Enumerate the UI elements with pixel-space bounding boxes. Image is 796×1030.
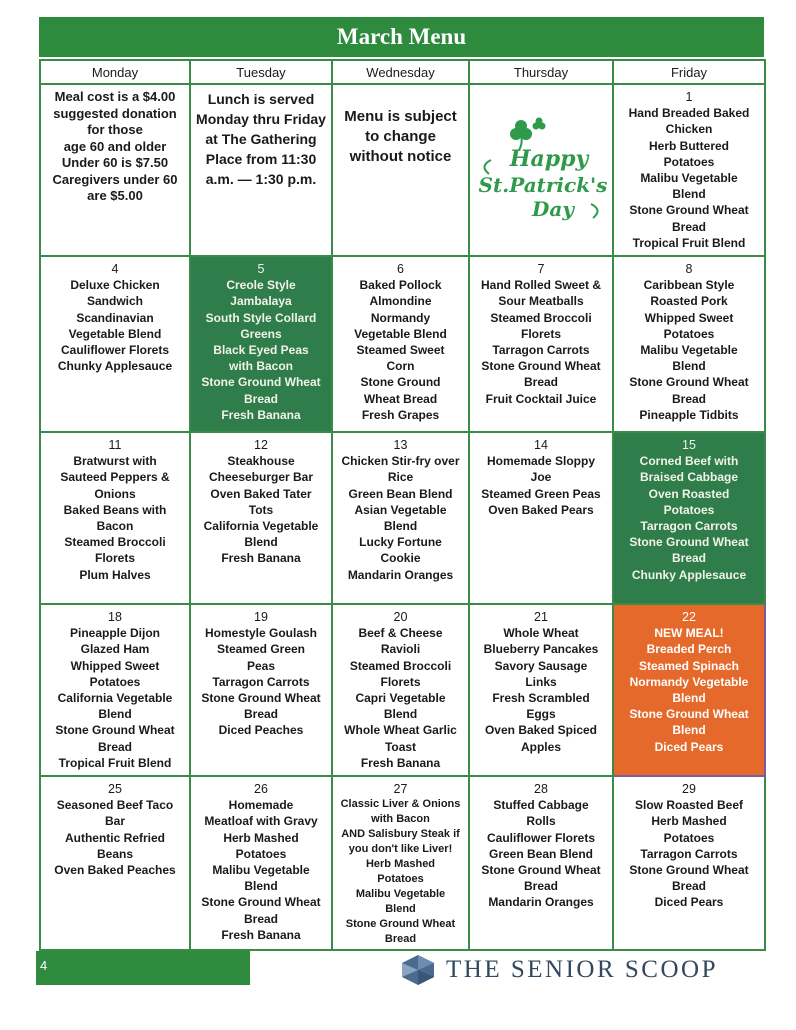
weekday-thursday: Thursday	[469, 60, 613, 84]
day-cell-22	[613, 604, 765, 776]
menu-line: Meal cost is a $4.00	[54, 89, 176, 104]
menu-line: Blend	[672, 723, 706, 738]
weekday-header-row	[40, 60, 765, 84]
menu-line: Lunch is served	[207, 91, 315, 107]
menu-line: Fresh Grapes	[361, 407, 440, 422]
menu-line: Sauteed Peppers &	[60, 470, 170, 485]
menu-line: Wheat Bread	[363, 391, 438, 406]
menu-line: Monday thru Friday	[196, 111, 326, 127]
menu-line: Oven Baked Tater	[210, 486, 312, 501]
menu-line: Tropical Fruit Blend	[58, 755, 172, 770]
menu-notice-text	[336, 107, 465, 167]
day-number: 8	[685, 262, 693, 276]
menu-line: Place from 11:30	[205, 151, 317, 167]
page-number: 4	[40, 958, 48, 973]
menu-line: Malibu Vegetable	[640, 343, 738, 358]
menu-line: Capri Vegetable	[355, 691, 446, 706]
menu-line: Mandarin Oranges	[488, 895, 594, 910]
menu-line: Florets	[94, 551, 135, 566]
menu-line: Fresh Banana	[360, 755, 441, 770]
day-cell-25	[40, 776, 190, 950]
menu-line: California Vegetable	[203, 519, 319, 534]
menu-line: Stone Ground Wheat	[201, 895, 321, 910]
day-menu-items	[194, 797, 328, 943]
day-cell-13	[332, 432, 469, 604]
week-row-2	[40, 256, 765, 432]
menu-line: Cauliflower Florets	[486, 830, 596, 845]
day-menu-items	[617, 453, 761, 583]
weekday-friday: Friday	[613, 60, 765, 84]
day-cell-6	[332, 256, 469, 432]
menu-line: Stone Ground Wheat	[629, 375, 749, 390]
day-menu-items	[44, 453, 186, 583]
menu-line: Scandinavian	[76, 310, 154, 325]
menu-line: Sandwich	[86, 294, 143, 309]
menu-line: Tarragon Carrots	[212, 674, 310, 689]
day-number: 11	[108, 438, 122, 452]
day-number: 20	[393, 610, 408, 624]
menu-notice-info	[332, 84, 469, 256]
menu-line: Bread	[671, 879, 706, 894]
menu-line: Potatoes	[89, 674, 141, 689]
day-cell-11	[40, 432, 190, 604]
menu-line: are $5.00	[87, 188, 143, 203]
menu-line: Apples	[520, 739, 561, 754]
day-number: 12	[254, 438, 268, 452]
menu-line: with Bacon	[371, 813, 430, 826]
day-cell-4	[40, 256, 190, 432]
day-number: 29	[682, 782, 696, 796]
menu-line: Meatloaf with Gravy	[204, 814, 318, 829]
menu-line: Normandy	[370, 310, 431, 325]
day-menu-items	[44, 277, 186, 374]
day-number: 26	[254, 782, 268, 796]
day-number: 19	[254, 610, 268, 624]
menu-line: suggested donation	[53, 105, 177, 121]
menu-line: Corned Beef with	[639, 454, 739, 469]
st-patricks-graphic	[469, 84, 613, 256]
menu-line: California Vegetable	[57, 691, 173, 706]
menu-line: Roasted Pork	[650, 294, 728, 309]
menu-line: Potatoes	[663, 830, 715, 845]
day-menu-items	[473, 625, 609, 755]
day-menu-items	[617, 277, 761, 423]
menu-line: Potatoes	[377, 873, 424, 886]
day-number: 1	[685, 90, 693, 104]
lunch-hours-info	[190, 84, 332, 256]
menu-line: Chunky Applesauce	[57, 359, 173, 374]
menu-line: Bread	[97, 739, 132, 754]
menu-line: Green Bean Blend	[348, 486, 453, 501]
menu-line: Potatoes	[235, 846, 287, 861]
menu-line: Tarragon Carrots	[640, 519, 738, 534]
menu-line: Stone Ground Wheat	[629, 707, 749, 722]
menu-line: Potatoes	[663, 154, 715, 169]
menu-line: NEW MEAL!	[654, 626, 724, 641]
menu-line: Tots	[248, 502, 274, 517]
menu-line: Normandy Vegetable	[629, 674, 749, 689]
menu-line: without notice	[349, 148, 452, 165]
menu-line: Malibu Vegetable	[640, 171, 738, 186]
menu-line: Vegetable Blend	[354, 326, 447, 341]
greeting-line-1: Happy	[509, 145, 589, 172]
day-cell-19	[190, 604, 332, 776]
menu-line: Steamed Broccoli	[64, 535, 166, 550]
week-row-3	[40, 432, 765, 604]
day-number: 15	[682, 438, 696, 452]
menu-line: Steamed Spinach	[638, 658, 740, 673]
day-number: 27	[393, 782, 408, 796]
menu-line: Eggs	[526, 707, 556, 722]
menu-line: Classic Liver & Onions	[340, 798, 461, 811]
menu-line: Bread	[523, 375, 558, 390]
day-number: 13	[393, 438, 408, 452]
day-number: 14	[534, 438, 548, 452]
menu-line: Fresh Scrambled	[492, 691, 590, 706]
menu-line: Bread	[523, 879, 558, 894]
day-cell-27	[332, 776, 469, 950]
menu-line: Herb Mashed	[365, 858, 436, 871]
menu-line: Potatoes	[663, 502, 715, 517]
day-number: 7	[537, 262, 545, 276]
menu-line: Stone Ground Wheat	[201, 691, 321, 706]
day-menu-items	[194, 625, 328, 738]
menu-line: Cheeseburger Bar	[208, 470, 314, 485]
day-menu-items	[194, 277, 328, 423]
weekday-tuesday: Tuesday	[190, 60, 332, 84]
menu-line: Tarragon Carrots	[492, 343, 590, 358]
page-number-bar	[36, 951, 250, 985]
menu-line: Toast	[384, 739, 417, 754]
day-menu-items	[617, 797, 761, 910]
day-number: 21	[534, 610, 548, 624]
menu-line: Blend	[383, 707, 418, 722]
day-number: 22	[682, 610, 696, 624]
menu-line: Cauliflower Florets	[60, 343, 170, 358]
menu-line: Florets	[520, 326, 561, 341]
menu-line: Braised Cabbage	[639, 470, 739, 485]
menu-line: Hand Breaded Baked	[628, 106, 750, 121]
menu-line: Whipped Sweet	[70, 658, 160, 673]
menu-line: Stone Ground Wheat	[201, 375, 321, 390]
menu-line: Plum Halves	[79, 567, 151, 582]
menu-line: age 60 and older	[63, 138, 167, 154]
menu-line: Stone Ground Wheat	[481, 863, 601, 878]
menu-line: Black Eyed Peas	[213, 343, 309, 358]
menu-line: Caregivers under 60	[52, 171, 178, 187]
day-number: 4	[111, 262, 119, 276]
day-menu-items	[617, 105, 761, 251]
menu-line: Almondine	[369, 294, 432, 309]
lunch-hours-text	[194, 89, 328, 189]
menu-line: Florets	[380, 674, 421, 689]
menu-line: Whole Wheat	[503, 626, 579, 641]
menu-line: a.m. — 1:30 p.m.	[205, 171, 317, 187]
day-cell-29	[613, 776, 765, 950]
menu-line: Stone Ground Wheat	[629, 863, 749, 878]
menu-line: South Style Collard	[205, 310, 317, 325]
day-cell-18	[40, 604, 190, 776]
meal-cost-info	[40, 84, 190, 256]
hexagon-logo-icon	[398, 954, 438, 986]
menu-line: Stone Ground Wheat	[55, 723, 175, 738]
menu-line: Baked Pollock	[359, 278, 442, 293]
menu-line: Jambalaya	[230, 294, 292, 309]
greeting-line-2: St.Patrick's	[478, 172, 608, 197]
menu-line: Herb Mashed	[651, 814, 727, 829]
day-cell-15	[613, 432, 765, 604]
menu-line: Herb Mashed	[223, 830, 299, 845]
menu-line: Diced Peaches	[218, 723, 304, 738]
menu-line: Fresh Banana	[221, 551, 301, 566]
menu-line: Asian Vegetable	[354, 502, 447, 517]
day-number: 28	[534, 782, 548, 796]
day-cell-14	[469, 432, 613, 604]
menu-line: Chicken Stir-fry over	[341, 454, 460, 469]
menu-line: Blend	[98, 707, 132, 722]
menu-line: Malibu Vegetable	[355, 888, 446, 901]
menu-line: for those	[87, 122, 143, 137]
menu-line: Blend	[244, 879, 278, 894]
weekday-wednesday: Wednesday	[332, 60, 469, 84]
menu-line: Bread	[243, 391, 278, 406]
menu-line: you don't like Liver!	[348, 843, 453, 856]
day-menu-items	[473, 453, 609, 518]
menu-line: Bread	[671, 551, 706, 566]
menu-calendar	[39, 59, 766, 951]
menu-line: Pineapple Dijon	[69, 626, 160, 641]
menu-line: to change	[365, 128, 436, 145]
week-row-4	[40, 604, 765, 776]
menu-line: Greens	[240, 326, 282, 341]
menu-line: Blend	[672, 691, 706, 706]
day-cell-5	[190, 256, 332, 432]
day-menu-items	[617, 625, 761, 755]
menu-line: Stone Ground Wheat	[629, 535, 749, 550]
menu-line: Bread	[671, 391, 706, 406]
menu-line: Oven Baked Peaches	[54, 863, 176, 878]
menu-line: Stone Ground Wheat	[345, 918, 456, 931]
menu-line: Oven Baked Spiced	[484, 723, 598, 738]
menu-line: Rice	[387, 470, 414, 485]
day-cell-20	[332, 604, 469, 776]
publication-brand	[398, 953, 718, 987]
menu-line: Joe	[530, 470, 552, 485]
menu-line: Steamed Broccoli	[490, 310, 592, 325]
day-menu-items	[336, 453, 465, 583]
menu-line: Homemade Sloppy	[486, 454, 596, 469]
menu-line: Corn	[386, 359, 415, 374]
menu-line: Diced Pears	[654, 895, 724, 910]
menu-line: Bread	[671, 219, 706, 234]
week-row-5	[40, 776, 765, 950]
menu-line: Lucky Fortune	[359, 535, 442, 550]
day-cell-28	[469, 776, 613, 950]
menu-line: AND Salisbury Steak if	[341, 828, 460, 841]
menu-line: Bar	[104, 814, 125, 829]
day-cell-21	[469, 604, 613, 776]
day-menu-items	[44, 797, 186, 878]
menu-line: Savory Sausage	[494, 658, 588, 673]
menu-line: Stone Ground	[360, 375, 441, 390]
day-number: 25	[108, 782, 122, 796]
menu-line: Steamed Sweet	[356, 343, 445, 358]
menu-line: Diced Pears	[654, 739, 724, 754]
brand-name: THE SENIOR SCOOP	[446, 956, 718, 983]
day-cell-8	[613, 256, 765, 432]
menu-line: Herb Buttered	[648, 138, 729, 153]
menu-line: Bread	[384, 933, 417, 946]
menu-line: Blend	[244, 535, 278, 550]
menu-line: Onions	[94, 486, 136, 501]
menu-line: Tropical Fruit Blend	[632, 235, 746, 250]
menu-line: Stuffed Cabbage	[493, 798, 589, 813]
menu-line: Blend	[383, 519, 418, 534]
day-menu-items	[336, 277, 465, 423]
menu-line: Beef & Cheese	[358, 626, 443, 641]
day-cell-7	[469, 256, 613, 432]
menu-line: Blend	[672, 187, 706, 202]
menu-line: Bratwurst with	[73, 454, 157, 469]
menu-line: Peas	[246, 658, 276, 673]
menu-line: Bread	[243, 707, 278, 722]
menu-line: Seasoned Beef Taco	[56, 798, 174, 813]
menu-line: Stone Ground Wheat	[629, 203, 749, 218]
menu-line: Breaded Perch	[646, 642, 732, 657]
menu-line: Chicken	[665, 122, 713, 137]
menu-line: Oven Roasted	[648, 486, 730, 501]
menu-line: Steamed Green Peas	[481, 486, 601, 501]
menu-line: Blueberry Pancakes	[483, 642, 599, 657]
day-number: 6	[397, 262, 404, 276]
menu-line: Fruit Cocktail Juice	[485, 391, 597, 406]
menu-line: Pineapple Tidbits	[639, 407, 739, 422]
day-menu-items	[194, 453, 328, 566]
menu-line: Links	[525, 674, 557, 689]
menu-line: Steakhouse	[227, 454, 295, 469]
menu-line: Slow Roasted Beef	[634, 798, 744, 813]
weekday-monday: Monday	[40, 60, 190, 84]
menu-line: Hand Rolled Sweet &	[480, 278, 602, 293]
menu-line: Fresh Banana	[221, 927, 301, 942]
menu-line: Homestyle Goulash	[204, 626, 318, 641]
menu-line: at The Gathering	[205, 131, 317, 147]
menu-line: Bacon	[96, 519, 134, 534]
menu-line: Bread	[243, 911, 278, 926]
menu-line: Vegetable Blend	[68, 326, 162, 341]
menu-line: Homemade	[228, 798, 294, 813]
day-cell-26	[190, 776, 332, 950]
day-number: 18	[108, 610, 122, 624]
day-menu-items	[44, 625, 186, 771]
menu-line: Creole Style	[226, 278, 296, 293]
day-menu-items	[473, 277, 609, 407]
menu-line: Mandarin Oranges	[347, 567, 454, 582]
menu-line: Fresh Banana	[221, 407, 301, 422]
menu-line: Blend	[672, 359, 706, 374]
menu-line: Green Bean Blend	[488, 846, 594, 861]
day-menu-items	[336, 625, 465, 771]
menu-line: Stone Ground Wheat	[481, 359, 601, 374]
week-row-1	[40, 84, 765, 256]
menu-line: Under 60 is $7.50	[61, 155, 169, 170]
menu-line: with Bacon	[228, 359, 293, 374]
menu-line: Potatoes	[663, 326, 715, 341]
menu-line: Oven Baked Pears	[488, 502, 594, 517]
menu-line: Beans	[96, 846, 134, 861]
day-cell-1	[613, 84, 765, 256]
menu-line: Cookie	[380, 551, 421, 566]
menu-line: Steamed Broccoli	[349, 658, 452, 673]
meal-cost-text	[44, 89, 186, 205]
menu-line: Chunky Applesauce	[631, 567, 747, 582]
menu-title: March Menu	[39, 17, 764, 57]
shamrock-icon	[473, 104, 609, 234]
menu-line: Menu is subject	[344, 108, 457, 125]
menu-line: Caribbean Style	[643, 278, 735, 293]
day-menu-items	[473, 797, 609, 910]
menu-line: Whipped Sweet	[644, 310, 734, 325]
menu-line: Sour Meatballs	[498, 294, 584, 309]
menu-line: Ravioli	[380, 642, 421, 657]
menu-line: Whole Wheat Garlic	[344, 723, 457, 738]
day-menu-items	[336, 797, 465, 947]
menu-line: Tarragon Carrots	[640, 846, 738, 861]
day-number: 5	[257, 262, 265, 276]
menu-line: Baked Beans with	[63, 502, 167, 517]
greeting-line-3: Day	[532, 196, 574, 221]
menu-line: Authentic Refried	[64, 830, 165, 845]
menu-line: Steamed Green	[216, 642, 306, 657]
menu-line: Glazed Ham	[80, 642, 150, 657]
menu-line: Rolls	[526, 814, 556, 829]
menu-line: Blend	[385, 903, 416, 916]
day-cell-12	[190, 432, 332, 604]
menu-line: Deluxe Chicken	[70, 278, 160, 293]
menu-line: Malibu Vegetable	[212, 863, 310, 878]
